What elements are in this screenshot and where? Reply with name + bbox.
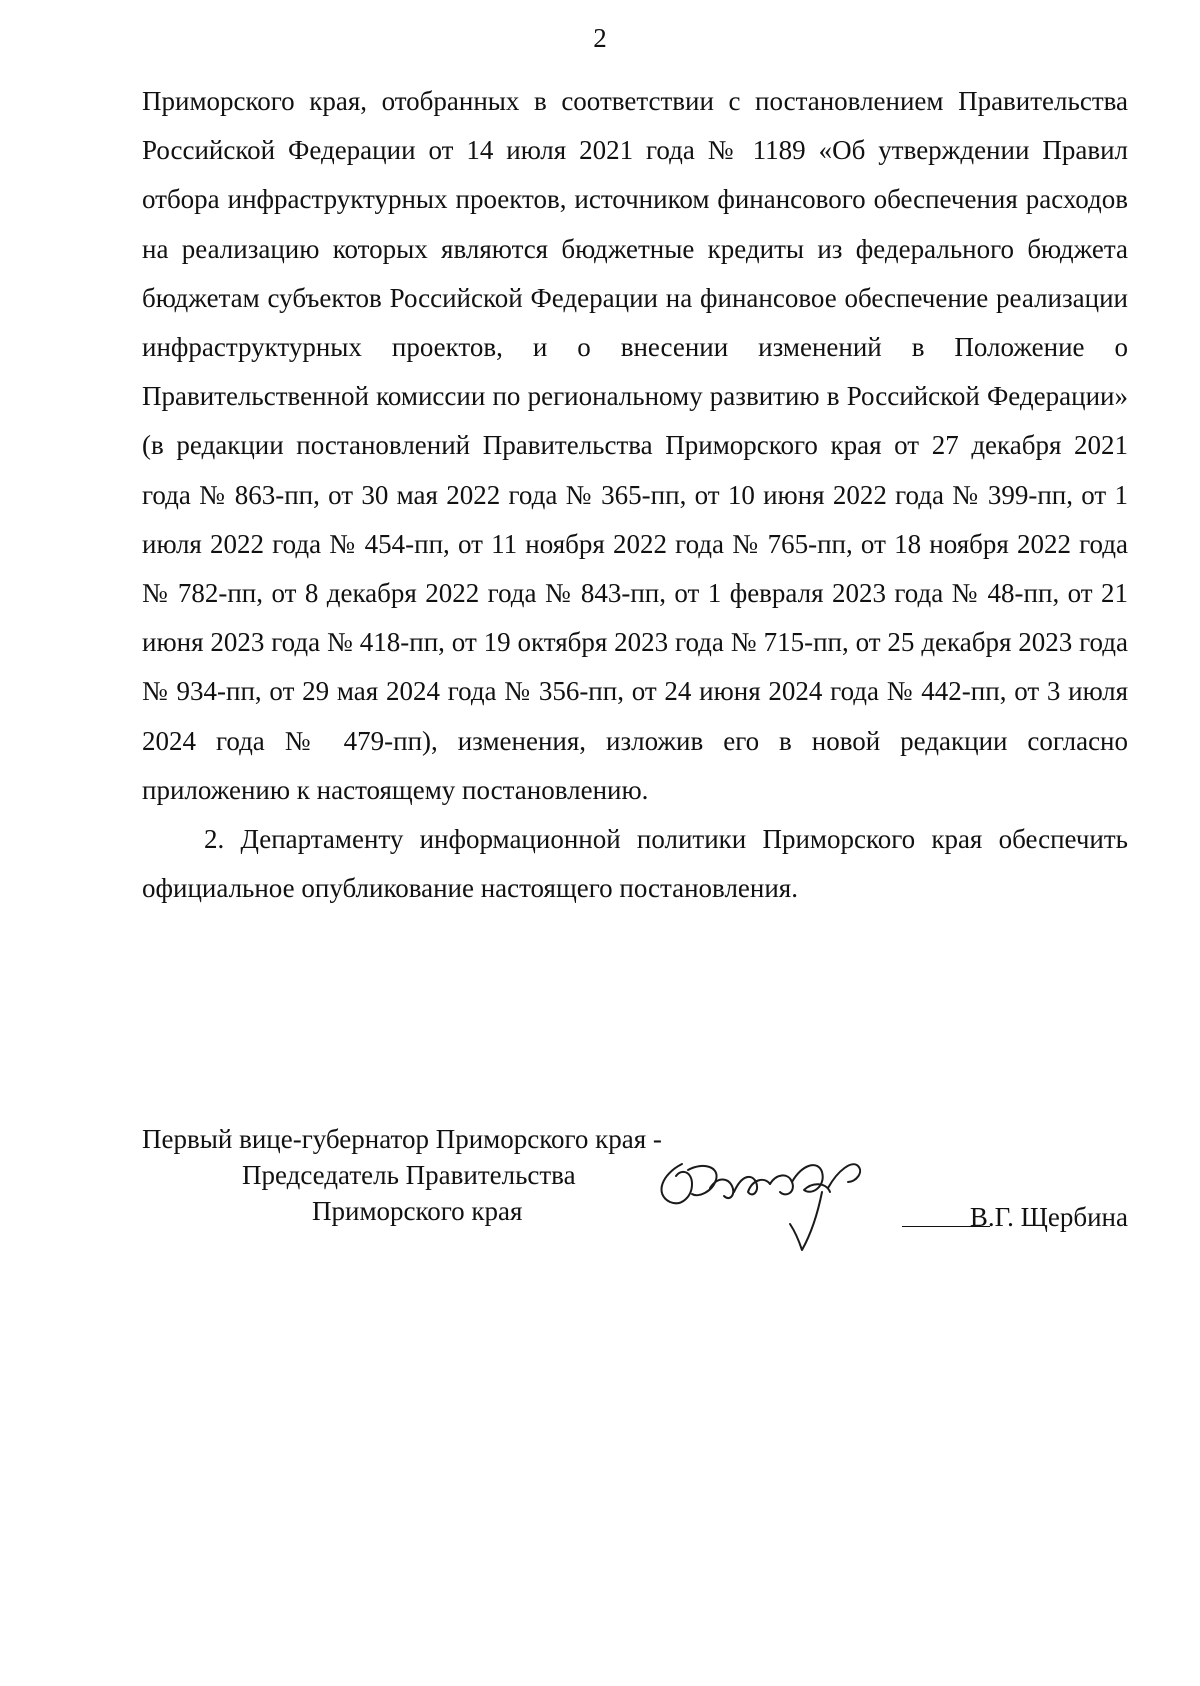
page-number: 2 [593, 23, 607, 53]
document-body [142, 77, 1128, 913]
paragraph-continuation: Приморского края, отобранных в соответствии с постановлением Правительства Российской Федерации от 14 июля 2021 года № 1189 «Об утверждении Правил отбора инфраструктурных проектов, источником финансового обеспечения расходов на реализацию которых являются бюджетные кредиты из федерального бюджета бюджетам субъектов Российской Федерации на финансовое обеспечение реализации инфраструктурных проектов, и о внесении изменений в Положение о Правительственной комиссии по региональному развитию в Российской Федерации» (в редакции постановлений Правительства Приморского края от 27 декабря 2021 года № 863-пп, от 30 мая 2022 года № 365-пп, от 10 июня 2022 года № 399-пп, от 1 июля 2022 года № 454-пп, от 11 ноября 2022 года № 765-пп, от 18 ноября 2022 года № 782-пп, от 8 декабря 2022 года № 843-пп, от 1 февраля 2023 года № 48-пп, от 21 июня 2023 года № 418-пп, от 19 октября 2023 года № 715-пп, от 25 декабря 2023 года № 934-пп, от 29 мая 2024 года № 356-пп, от 24 июня 2024 года № 442-пп, от 3 июля 2024 года № 479-пп), изменения, изложив его в новой редакции согласно приложению к настоящему постановлению. [142, 86, 1128, 805]
signature-block [142, 1122, 1128, 1272]
signer-position-line-1: Первый вице-губернатор Приморского края - [142, 1124, 662, 1154]
paragraph-item-2: 2. Департаменту информационной политики Приморского края обеспечить официальное опубликование настоящего постановления. [142, 824, 1128, 904]
signer-position-line-3: Приморского края [312, 1196, 523, 1226]
signer-position-line-2: Председатель Правительства [242, 1160, 576, 1190]
handwritten-signature [652, 1152, 912, 1262]
signer-name: В.Г. Щербина [969, 1202, 1128, 1232]
